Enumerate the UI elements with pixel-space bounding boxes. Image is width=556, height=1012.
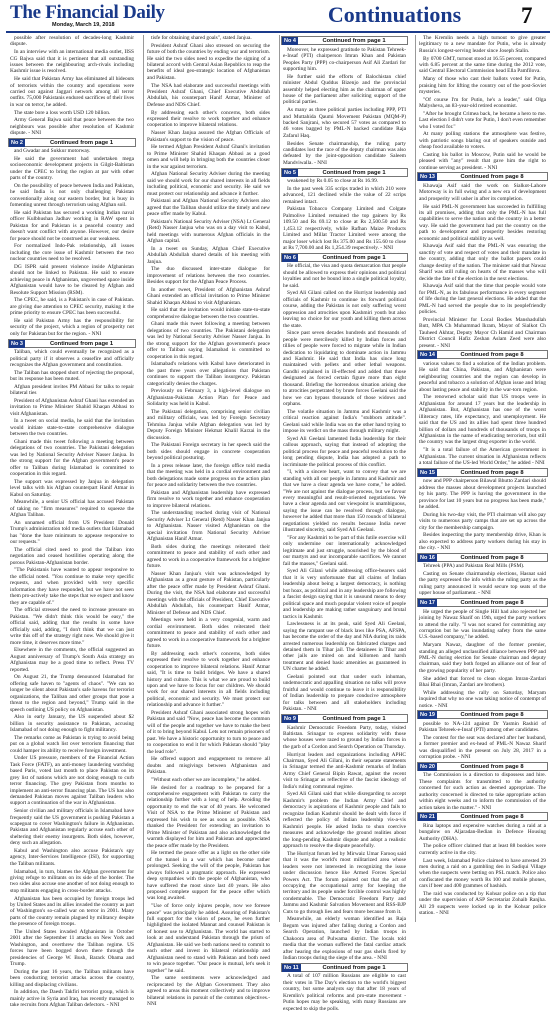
masthead (0, 0, 556, 32)
continuation-title: Continued from page 1 (49, 139, 114, 146)
article-paragraph: Besides inspecting the party membership drive, Khan is also expected to address party workers during his stay in the city. - NNI (419, 532, 546, 552)
article-paragraph: Provincial Minister for Local Bodies Manshadullah Butt, MPA Ch Muhammad Ikram, Mayor of Sialkot Ch Tauheed Akhtar, Deputy Mayor Ch Hamid and Chairman District Council Hafiz Zeshan Aslam Zeed were also present. - NNI (419, 316, 546, 349)
masthead-rule (6, 31, 550, 33)
article-paragraph: He termed Afghan President Ashraf Ghani's invitation to Prime Minister Shahid Khaqan Abbasi as a good omen and will help in bringing both the countries closer in the war against terrorism. (147, 144, 270, 170)
article-paragraph: The Pakistani delegation, comprising senior civilian and military officials, was led by Foreign Secretary Tehmina Janjua while Afghan delegation was led by Deputy Foreign Minister Hekmat Khalil Karzai in the discussion. (147, 408, 270, 441)
issue-date: Monday, March 19, 2018 (52, 22, 115, 28)
article-paragraph: He said that Pakistan Army has eliminated all hideouts of terrorists within the country and operations were carried out against Jaggari network among all terror outfits. 75,000 Pakistanis endured sacrifices of their lives in war on terror, he added. (10, 76, 134, 108)
article-paragraph: Moreover, he expressed gratitude to Pakistan Tehreek-e-Insaf (PTI) chairperson Imran Khan and Pakistan Peoples Party (PPP) co-chairperson Asif Ali Zardari for supporting him. (283, 46, 406, 72)
continuation-number: No 19 (420, 712, 435, 719)
page-number: 7 (521, 3, 533, 28)
continuation-header (281, 253, 408, 262)
article-paragraph: Also in early January, the US suspended about $2 billion in security assistance to Pakistan, accusing Islamabad of not doing enough to fight militancy. (10, 714, 134, 734)
article-paragraph: On the possibility of peace between India and Pakistan, he said India is not only challenging Pakistan conventionally along our eastern border, but is busy in fomenting unrest through terrorism using Afghan soil. (10, 182, 134, 209)
article-paragraph: The Commission is a direction to dispossess and hire. These complaints for transmitted to the authority concerned for such action as deemed appropriate. The authority concerned is directed to take appropriate action within eight weeks and to inform the commission of the action taken in the matter." - NNI (419, 772, 546, 811)
article-paragraph: He said Pakistan has secured a working Indian naval officer Kulbhushan Jadhav working in RAW spent in Pakistan for and Pakistan is a peaceful country and doesn't want conflict with anyone. However, our desire for peace should not be construed as our weakness. (10, 209, 134, 242)
article-paragraph: and Gwadar and Sukkur motorway. (14, 148, 91, 155)
continuation-block (280, 36, 409, 166)
article-paragraph: Many of those who cast their ballots voted for Putin, praising him for lifting the country out of the post-Soviet mysteries. (419, 76, 546, 95)
continuation-block (416, 35, 549, 171)
continuation-header (417, 468, 548, 477)
article-paragraph: At many polling stations the atmosphere was festive, with patriotic songs blaring out of speakers outside and cheap food available to voters. (419, 131, 546, 151)
article-paragraph: The remarks come as Pakistan is trying to avoid being put on a global watch list over terrorism financing that could hamper its ability to receive foreign investment. (10, 734, 134, 754)
continuation-title: Continued from page 1 (322, 169, 386, 176)
article-paragraph: Ghani made this tweet following a meeting between delegations of two countries. The Pakistani delegation was led by National Security Adviser Nasser Janjua. In the strong support for the Afghan government's peace offer to Taliban saying Islamabad is committed to cooperation in this regard. (147, 321, 270, 360)
continuation-title: Continued from page 8 (460, 600, 524, 607)
article-paragraph: By 0700 GMT, turnout stood at 16.55 percent, compared with 6.85 percent at the same time during the 2012 vote, said Central Electoral Commission head Ella Pamfilova. (419, 55, 546, 75)
continuation-number: No 21 (420, 814, 435, 821)
article-paragraph: By addressing each other's concerns, both sides expressed their resolve to work together and enhance cooperation to improve bilateral relations. (147, 109, 270, 129)
article-paragraph: As many as three political parties including PPP, PTI and Muttahida Qaumi Movement Pakistan (MQM-P) backed Sanjrani, who secured 57 votes as compared to 46 votes bagged by PML-N backed candidate Raja Zafarul Haq. (283, 107, 406, 139)
article-paragraph: "Without each other we are incomplete," he added. (151, 776, 261, 783)
article-paragraph: DG ISPR said present violence inside Afghanistan should not be linked to Pakistan. He said to ensure achieving peace in Afghanistan, ungoverned space inside Afghanistan would have to be cleared by Afghan and Resolute Support Mission (RSM). (10, 263, 134, 296)
article-paragraph: Khawaja Asif said the work on Sialkot-Lahore Motorway is in full swing and a new era of development and prosperity will usher in after its completion. (419, 182, 546, 202)
article-paragraph: In another tweet, President of Afghanistan Ashraf Ghani extended an official invitation to Prime Minister Shahid Khaqan Abbasi to visit Afghanistan. (147, 286, 270, 306)
article-paragraph: "Of course I'm for Putin, he's a leader," said Olga Malysheva, an 83-year-old retired economist. (419, 96, 546, 110)
article-paragraph: Kabul and Washington also accuse Pakistan's spy agency, Inter-Services Intelligence (ISI), for supporting the Taliban militants. (10, 848, 134, 867)
article-paragraph: Pakistan Tobacco Company Limited and Colgate Palmolive Limited remained the top gainers by Rs 109.50 and Rs 69.12 to close at Rs 2,500.50 and Rs 1,453.12 respectively, while Rafhan Maize Products Limited and Millat Tractor Limited were among the major loser which lost Rs 375.00 and Rs 155.60 to close at Rs 7,700.00 and Rs 1,254.39 respectively. - NNI (283, 206, 406, 251)
article-paragraph: The renowned scholar said that US troops were in Afghanistan for around 17 years but the leadership in Afghanistan. But, Afghanistan has one of the worst illiteracy rates, life expectancy, and unemployment. He said that the US and its allies had spent three hundred billion of dollars and hundreds of thousands of troops in Afghanistan in the name of eradicating terrorism, but still the country was the largest drug exporter in the world. (419, 394, 546, 446)
continuation-block (280, 168, 409, 252)
article-paragraph: Nasser Khan Janjua assured the Afghan Officials of Pakistan's support to the vision of peace. (147, 130, 270, 143)
continuation-header (281, 168, 408, 177)
article-paragraph: For normalized Indo-Pak relationship, all issues including the core issue of Kashmir between the two nuclear countries need to be resolved. (10, 243, 134, 263)
continuation-number: No 2 (9, 139, 25, 147)
article-paragraph: He further said the efforts of Balochistan chief minister Abdul Quddus Bizenjo and the provincial assembly helped electing him as the chairman of upper house of the parliament after soliciting support of the political parties. (283, 73, 406, 106)
article-paragraph: Geelani pointed out that under such inhuman, undemocratic and appalling situation no talks will prove fruitful and would continue to leave it is responsibility of Indian leadership to prepare conducive atmosphere for talks between and all stakeholders including Pakistan. - NNI (283, 674, 406, 713)
continuation-number: No 13 (420, 174, 435, 181)
article-paragraph: Khawaja Asif said that the PML-N was ensuring the sanctity of vote and respect of votes and their mandate in the country, adding that only the ballot papers could change destiny of the nation. The minister said that Nawaz Sharif was still ruling on hearts of the masses who will decide the fate of the election in the next elections. (419, 243, 546, 282)
article-paragraph: Besides Senate chairmanship, the ruling party candidates lost the race of the deputy chairman was also defeated by the joint-opposition candidate Saleem Mandviwalla. - NNI (283, 140, 406, 166)
continuation-title: Continued from page 1 (322, 715, 386, 722)
continuation-header (281, 963, 408, 972)
article-paragraph: Tehreek (PPA) and Pakistan Real Mills (PSM). (423, 563, 525, 570)
article-paragraph: Since past seven decades hundreds and thousands of people were mercilessly killed by Indian forces and tillies of people were forced to migrate while in Indian dedication to liquidating to dominate action in Jammu and Kashmir. He said that India has since long maintained with pellets and other lethal weapons. Gandhi explained in ill-effected and added that those designated as forced certain figure more than eight thousand. Briefing the horrendous situation arising due to atrocities perpetrated by brute forces Geelani said the how we can bypass thousands of those widows and orphans. (283, 330, 406, 408)
article-paragraph: possible after resolution of decades-long Kashmir dispute. (10, 35, 134, 48)
article-paragraph: In a press release later, the foreign office told media that the meeting was held in a cordial environment and both delegations made some progress on the action plan for peace and solidarity between the two countries. (147, 462, 270, 489)
continuation-block (416, 172, 549, 349)
continuation-header (417, 598, 548, 607)
continuation-block (416, 762, 549, 811)
article-paragraph: Casting his ballot in Moscow, Putin said he would be pleased with "any" result that gave him the right to continue serving as president. - NNI (419, 151, 546, 171)
article-paragraph: In a tweet on social media, he said that the invitation would initiate state-to-state comprehensive dialogue between the two countries. (10, 418, 134, 438)
continuation-block (416, 812, 549, 917)
article-paragraph: During the past 16 years, the Taliban militants have been conducting terrorist attacks across the country, killing and displacing civilians. (10, 968, 134, 988)
article-paragraph: The CPEC, he said, is a Pakistan's in case of Pakistan. are giving due attention to CPEC security, making it the prime priority to ensure CPEC has been successful. (10, 297, 134, 317)
continuation-block (280, 963, 409, 1012)
article-paragraph: Afghan president invites PM Abbasi for talks to repair bilateral ties (10, 383, 134, 397)
article-paragraph: President Ashraf Ghani also stressed on securing the future of both the countries by ending war and terrorism. He said the two sides need to expedite the signing of a bilateral accord with Central Asian Republics to reap the benefits of ideal geo-strategic location of Afghanistan and Pakistan. (147, 42, 270, 81)
article-paragraph: The same sentiments were acknowledged and reciprocated by the Afghan Government. They also agreed to areas this moment collectively and to improve bilateral relations in pursuit of the common objectives.- NNI (147, 975, 270, 1008)
article-paragraph: He offered support and engagement to remove all doubts and misgivings between Afghanistan and Pakistan. (147, 756, 270, 776)
continuation-header (417, 812, 548, 821)
article-paragraph: Ghani made this tweet following a meeting between delegations of two countries. The Pakistani delegation was led by National Security Adviser Nasser Janjua. In the strong support for the Afghan government's peace offer to Taliban during Islamabad is committed to cooperation in this regard. (10, 438, 134, 478)
article-paragraph: She added that forced to clean slogan Imran-Zardari Bhai Bhai (Imran, Zardari are brothers). (419, 675, 546, 688)
article-paragraph: Hurriyat leaders and organizations including APHC Chairman, Syed Ali Gilani, in their separate statements in Srinagar termed the anti-Kashmir remarks of Indian Army Chief General Bipin Rawat, against the recent visit to Srinagar as reflective of the fascist ideology of India's ruling communal regime. (283, 751, 406, 790)
continuation-title: Continued from page 1 (322, 964, 386, 971)
article-paragraph: The Taliban has stopped short of rejecting the proposal, but its response has been muted. (10, 369, 134, 383)
article-paragraph: The volatile situation in Jammu and Kashmir was a critical reaction against India's "stubborn attitude". Geelani said while India was on the other hand trying to impose its verdict on the mass through military might. (283, 408, 406, 435)
article-paragraph: The contest for the seat was declared after her husband, a former premier and ex-head of PML-N Nawaz Sharif was disqualified in the present on July 28, 2017 in a corruption probe. - NNI (419, 734, 546, 761)
continuation-block (416, 598, 549, 709)
column-1 (7, 35, 137, 1009)
article-paragraph: The understanding reached during visit of National Security Adviser Lt General (Retd) Nasser Khan Janjua to Afghanistan. Nasser visited Afghanistan on the special invitation from National Security Adviser Afghanistan Hanif Atmar. (147, 510, 270, 543)
article-paragraph: Army General Bajwa said that peace between the two neighbours was possible after resolution of Kashmir dispute. - NNI (10, 117, 134, 137)
article-paragraph: "I, with a sincere heart, want to convey that we are standing with all our people in Jammu and Kashmir and that we have a clear agenda we have come," he added. "We are not against the dialogue process, but we favour every meaningful and result-oriented negotiations. We have a clear agenda and our viewpoint is unambiguous, saying the issue can be resolved through dialogue, however he added that more than 150 rounds of bilateral negotiations yielded no results because India never illustrated sincerity, said Syed Ali Geelani. (283, 469, 406, 534)
article-paragraph: Islamabad's relations with Kabul have deteriorated in the past three years over allegations that Pakistan continues to support the Taliban insurgency. Pakistan categorically denies the charges. (147, 361, 270, 387)
article-paragraph: Meanwhile, a senior US official has accused Pakistan of taking no "firm measures" required to squeeze the Afghan Taliban. (10, 499, 134, 519)
article-paragraph: Taliban, which could eventually be recognized as a political party if it observes a ceasefire and officially recognizes the Afghan government and constitution. (10, 349, 134, 369)
article-paragraph: Syed Ali Gilani while addressing office-bearers said that it is very unfortunate that all claims of Indian leadership about being a largest democracy, is nothing but hoax, as political and in any leadership are following a fascist design saying that it is unsound means to deny political space and much popular violent voice of people and leadership are making rather sanguinary and brutal tactics in Kashmir. (283, 568, 406, 620)
continuation-block (7, 35, 137, 137)
article-paragraph: Pakistani and Afghan National Security Advisers also agreed that the Taliban should utilize the timely and new peace offer made by Kabul. (147, 198, 270, 218)
continuation-block (7, 339, 137, 1009)
article-paragraph: He said Pakistan Army has the responsibility for security of the project, which a region of prosperity not only for Pakistan but for the region. - NNI (10, 317, 134, 337)
continuation-number: No 15 (420, 469, 435, 476)
continuation-number: No 9 (282, 715, 298, 723)
article-paragraph: "After he brought Crimea back, he became a hero to me. Last election I didn't vote for Putin, I don't even remember who I voted for." (419, 110, 546, 130)
article-paragraph: Syed Ali Gilani called on the Hurriyat leadership and officials of Kashmir to continue its forward political course, adding the Pakistan is not only suffering worst oppression and atrocities upon Kashmiri youth but also leaving no choice for our youth and killing them across the state. (283, 290, 406, 329)
article-paragraph: Meetings were held in a very congenial, warm and cordial environment. Both sides reiterated their commitment to peace and stability of each other and agreed to work in a cooperative framework for a brighter future. (147, 617, 270, 650)
article-paragraph: He termed the peace offer as a light on the other side of the tunnel in a war which has become rather prolonged. Seeking the will of the people, Pakistan has always followed a pragmatic approach. He expressed deep sympathies with the people of Afghanistan, who have suffered the most since last 40 years. He also proposed complete support for the peace offer which was long awaited. (147, 850, 270, 902)
article-paragraph: In the past week 335 scrips traded in which 210 were advanced, 121 declined while the value of 22 scrips remained intact. (283, 185, 406, 205)
article-paragraph: Afghan National Security Adviser during the meeting said we should work for our shared interests in all fields including political, economic and security. He said we must protect our relationship and advance it further. (147, 171, 270, 197)
continuation-header (281, 714, 408, 723)
article-paragraph: weakened by Rs 0.05 to close at Rs 16.99. (287, 178, 379, 185)
continuation-header (417, 710, 548, 719)
continuation-title: Continued from page 1 (49, 340, 114, 347)
article-paragraph: In an interview with an international media outlet, IISS CG Bajwa said that it is pertinent that all outstanding issues between the neighbouring arch-rivals including Kashmir issue is resolved. (10, 49, 134, 75)
article-paragraph: While addressing the rally on Saturday, Maryam inquired that why no one was taking notice of contempt of notice. - NNI (419, 689, 546, 709)
article-paragraph: He said PML-N government has succeeded in fulfilling its all promises, adding that only the PML-N has full capabilities to serve the nation and the country in a better way. He said the government had put the country on the path to development and prosperity besides restoring economic and political stability as well. (419, 203, 546, 242)
continuation-block (144, 35, 273, 1008)
article-paragraph: Pakistan and Afghanistan leadership have expressed firm resolve to work together and enhance cooperation to improve bilateral relations. (147, 489, 270, 509)
article-paragraph: By addressing each other's concerns, both sides expressed their resolve to work together and enhance cooperation to improve bilateral relations. Hanif Atmar said, "It is time to build bridges. We have a shared history and culture. This is what we are proud to build upon and we have to focus for our children. We should work for our shared interests in all fields including political, economic and security. We must protect our relationship and advance it further." (147, 650, 270, 709)
article-paragraph: Last week, Islamabad Police claimed to have arrested 29 men during a raid on a gambling den in Sadiqui Village when the suspects were betting on PSL match. Police also confiscated the money worth Rs 100 and mobile phones, cars if beer and 400 grammes of hashish. (419, 857, 546, 890)
article-paragraph: The official stressed the need to increase pressure on Pakistan. "We didn't think this would be easy," the official said, adding that the results in some have officially said, adding, "I don't think that we can just write this off of the strategy right now. We should give it more time, it deserves more time." (10, 607, 134, 646)
article-paragraph: The police officer claimed that at least 88 bookies were currently active in the city. (419, 843, 546, 856)
continuation-header (417, 350, 548, 359)
column-3 (279, 35, 409, 1012)
continuation-title: Continued from page 8 (460, 814, 524, 821)
continuation-header (8, 339, 136, 348)
article-paragraph: The raid was conducted by Kohsar police on a tip that under the supervision of ASP Secretariat Zohaib Ranjha. All 29 suspects were locked up in the Kohsar police station. - NNI (419, 891, 546, 917)
article-paragraph: Casting on Senate chairmanship elections, Hasnat said the party expressed the info within the ruling party as the ruling party announced it would secure top seats of the upper house of parliament. - NNI (419, 571, 546, 597)
article-paragraph: possible to NA-124 against Dr Yasmin Rashid of Pakistan Tehreek-e-Insaf (PTI) among other candidates. (419, 720, 546, 734)
continuation-title: Continued from page 8 (460, 174, 524, 181)
article-paragraph: The Pakistani Foreign secretary in her speech said the both sides should engage in concrete cooperation beyond political posturing. (147, 442, 270, 462)
continuation-block (416, 710, 549, 761)
article-paragraph: He desired for a roadmap to be prepared for a comprehensive engagement with Pakistan to carry the relationship further with a long of help. Avoiding the opportunity to end the war of 40 years. He welcomed Visit of NSA to the Prime Minister of Pakistan and expressed his wish to see as soon as possible. NSA thanked the President for extending an invitation to Prime Minister of Pakistan and also acknowledged the warmth displayed for him and Pakistan and appreciated the peace offer made by the President. (147, 784, 270, 849)
article-paragraph: Khawaja Asif said that the time that people would vote for PML-N, as its fabulous performance in every segment of life during the last general elections. He added that the PML-N had served the people due to its peoplefriendly policies. (419, 283, 546, 316)
article-paragraph: The Kremlin needs a high turnout to give greater legitimacy to a new mandate for Putin, who is already Russia's longest-serving leader since Joseph Stalin. (419, 35, 546, 54)
article-paragraph: The official cited need to prod the Taliban into negotiation and ceased hostilities operating along the porous Pakistan-Afghanistan border. (10, 546, 134, 566)
article-paragraph: The Hurriyat forum led by Mirwaiz Umar Farooq said that it was the world's most militarized area whose leaders were not interested in recognizing the issue under discussion hence like Armed Forces Special Powers Act. The forum pointed out that the act of occupying the occupational army for keeping the territory and its people under forcible control was highly condemnable. The Democratic Freedom Party and Jammu and Kashmir Salvation Movement and RSS-BJP Cuts to go through lies and fears more because from it. (283, 850, 406, 915)
article-paragraph: On August 21, the Trump denounced Islamabad for offering safe haven to "agents of chaos". "We can no longer be silent about Pakistan's safe havens for terrorist organizations, the Taliban and other groups that pose a threat to the region and beyond," Trump said in the speech outlining US policy on Afghanistan. (10, 674, 134, 713)
continuation-number: No 5 (282, 169, 298, 177)
article-paragraph: Afghanistan has been occupied by foreign troops led by United States and its allies invaded the country as part of Washington's so-called war on terror in 2001. Many parts of the country remain plagued by militancy despite the presence of foreign troops. (10, 895, 134, 928)
article-paragraph: Elsewhere in the comments, the official suggested an August anniversary of Trump's South Asia strategy on Afghanistan may be a good time to reflect. Press TV reported. (10, 647, 134, 673)
continuation-block (280, 253, 409, 713)
article-paragraph: now and PPP chairperson Bilawal Bhutto Zardari should address the masses about development projects launched by his party. The PPP is having the government in the province for last 10 years but no progress has been made," he added. (419, 478, 546, 511)
article-paragraph: Lawlessness is at its peak, said Syed Ali Geelani, saying the rampant use of black laws like PSA, AFSPA, has become the order of the day and NIA during its raids arrested numerous leadership on fabricated charges and detained them in Tihar jail. The detainees in Tihar and other jails are mired on and killomen and harsh treatment and denied basic amenities as guaranteed in UN charter he added. (283, 621, 406, 673)
continuation-title: Continued from page 8 (460, 712, 524, 719)
continuation-title: Continued from page 8 (460, 469, 524, 476)
article-paragraph: The United States invaded Afghanistan in October 2001 after the September 11 attacks on New York and Washington, and overthrew the Taliban regime. US forces have been bogged down there through the presidencies of George W. Bush, Barack Obama and Trump. (10, 929, 134, 968)
continuation-block (416, 468, 549, 552)
article-paragraph: In addition, the Daesh Takfiri terrorist group, which is mainly active in Syria and Iraq, has recently managed to take recruits from Afghan Taliban defectors. - NNI (10, 989, 134, 1009)
article-paragraph: Previously on February 3, a high-level dialogue on Afghanistan-Pakistan Action Plan for Peace and Solidarity was held in Kabul. (147, 388, 270, 408)
continuation-header (281, 36, 408, 45)
continuation-title: Continued from page 1 (322, 254, 386, 261)
article-paragraph: An unnamed official from US President Donald Trump's administration told media outlets that Islamabad has "done the bare minimum to appease responsive to our requests." (10, 519, 134, 546)
article-paragraph: Under US pressure, members of the Financial Action Task Force (FATF), an anti-money laundering watchdog based Paris, voted last month to place Pakistan on its grey list of nations which are not doing enough to curb terror financing. The grey Pakistan from months to implement an anti-terror financing plan. The US has also demanded Pakistan moves against Taliban leaders who support a continuation of the war in Afghanistan. (10, 755, 134, 807)
article-paragraph: He said that the invitation would initiate state-to-state comprehensive dialogue between the two countries. (147, 307, 270, 320)
continuation-title: Continued from page 1 (322, 38, 386, 44)
continuation-header (8, 138, 136, 147)
continuation-title: Continued from page 8 (460, 554, 524, 561)
article-paragraph: He said the government had undertaken mega socioeconomic development projects in Gilgit-Baltistan under the CPEC to bring the region at par with other parts of the country. (10, 155, 134, 182)
article-paragraph: various values to find a solution of the Indian problem. He said that China, Pakistan, and Afghanistan were neighbouring countries and the region can develop in peaceful and tobacco a solution of Afghan issue and bring about lasting peace and stability in the war-torn region. (419, 360, 546, 393)
article-paragraph: Syed Ali Gilani said that while disregarding to accept Kashmir's problem the Indian Army Chief and democracy is aspirations of Kashmir people and fails to recognize Indian Kashmir should be dealt with force if reflected the policy of Indian leadership vis-a-vis Kashmiri people. He asked India to shun coercive measures and acknowledge the ground realities about the long-pending Kashmir dispute and adopt a realistic approach to resolve the dispute peacefully. (283, 791, 406, 850)
continuation-number: No 6 (282, 254, 298, 262)
article-columns (7, 35, 549, 1012)
article-paragraph: tisfe for obtaining shared goals", stated Janjua. (151, 35, 252, 41)
article-paragraph: Rina laptops and expensive watches during a raid at a bungalow on Aljaradan-Bedian in Defence Housing Authority (DHA). (419, 822, 546, 842)
article-paragraph: Nasser Khan Janjua's visit was acknowledged by Afghanistan as a great gesture of Pakistan, particularly after the peace offer made by President Ashraf Ghani. During the visit, the NSA had elaborate and successful meetings with the officials of President, Chief Executive Abdullah Abdullah, his counterpart Hanif Atmar, Minister of Defense and NDS Chief. (147, 570, 270, 616)
article-paragraph: The duo discussed inter-state dialogue for improvement of relations between the two countries. Besides support for the Afghan Peace Process. (147, 266, 270, 286)
continuation-block (416, 553, 549, 597)
article-paragraph: "It is a total failure of the American government in Afghanistan. The current situation in Afghanistan reflects a total failure of the US-led World Order," he added - NNI (419, 447, 546, 466)
article-paragraph: In a tweet on Sunday, Afghan Chief Executive Abdullah Abdullah shared details of his meeting with Janjua. (147, 245, 270, 265)
article-paragraph: Senior civilian and military officials in Islamabad have frequently said the US government is pushing Pakistan a scapegoat to cover Washington's failure in Afghanistan. Pakistan and Afghanistan regularly accuse each other of sheltering their enemy insurgents. Both sides, however, deny such an allegation. (10, 808, 134, 847)
article-paragraph: Both sides during the meetings reiterated their commitment to peace and stability of each other and agreed to work in a cooperative framework for a brighter future. (147, 543, 270, 570)
continuation-number: No 14 (420, 352, 435, 359)
continuation-number: No 11 (284, 964, 299, 971)
article-paragraph: A total of 107 million Russians are eligible to cast their votes in The Day's election to the world's biggest country, but some analysts say that after 18 years of Kremlin's political reforms and pro-state movement - Putin hopes may be speaking, with many Russians are expected to skip the polls. (283, 973, 406, 1012)
article-paragraph: Syed Ali Geelani lamented India leadership for their callous approach, saying that instead of adopting the political process for peace and peaceful resolution to the long pending dispute, India has adopted a path to incriminate the political process of this conflict. (283, 435, 406, 468)
continuation-number: No 20 (420, 763, 435, 770)
newspaper-logo: The Financial Daily (10, 2, 165, 23)
column-2 (143, 35, 273, 1008)
continuation-header (417, 553, 548, 562)
continuation-title: Continued from page 8 (460, 352, 524, 359)
continuation-block (416, 350, 549, 466)
continuation-number: No 16 (420, 554, 435, 561)
article-paragraph: The support was expressed by Janjua in delegation level talks with his Afghan counterpart Hanif Atmar in Kabul on Saturday. (10, 478, 134, 498)
article-paragraph: Kashmir Democratic Freedom Party, today, visited Baltistan. Srinagar to express solidarity with those whose houses were razed to ground by Indian forces in the garb of a Cordon and Search Operation on Thursday. (283, 724, 406, 750)
continuation-header (417, 762, 548, 771)
article-paragraph: He urged the people of Single Hill had also rejected her joining by Nawaz Sharif on 19th, urged the party workers to attend the rally. "I was not scared for committing any corruption but he was inundating safety from the same U.S.-based company," he added. (419, 608, 546, 641)
article-paragraph: Maryam Nawaz, daughter of the former premier, standing an alleged unclassified alliance between PPP and PML-N during election for Senate chairman and deputy chairman, said they both forged an alliance out of fear of the growing popularity of her party. (419, 642, 546, 674)
article-paragraph: "Use of force only injures people, now we foresee peace" was principally he added. Assuring of Pakistan's full support for the vision of peace, he even further highlighted the isolated Mannat and counsel Pakistan is of honest use to Afghanistan. The world has started to look at and understand Pakistan through the prism of Afghanistan. He said we both nations need to commit to each other and invest in bilateral relationship and Afghanistan need to stand with Pakistan and both need to win peace together. "Our peace is mutual, let's seek it together" he said. (147, 903, 270, 974)
article-paragraph: President of Afghanistan Ashraf Ghani has extended an invitation to Prime Minister Shahid Khaqan Abbasi to visit Afghanistan. (10, 397, 134, 417)
column-4 (415, 35, 549, 922)
article-paragraph: "The Pakistanis have wanted to appear responsive to the official noted. "You continue to make very specific requests, and when provided with very specific information they have responded, but we have not seen them pro-actively take the steps that we expect and know they are capable of." (10, 567, 134, 606)
continuation-block (280, 714, 409, 962)
article-paragraph: Meanwhile, an elderly woman identified as Raja Begum was injured after falling during a Cordon and Search Operation, launched by Indian troops in Chakoora area of Pulwama district. The locals told media that the woman suffered the fatal cardiac attack after hearing the explosions of tear gas shells fired by Indian troops during the siege of the area. - NNI (283, 916, 406, 962)
article-paragraph: "For any Kashmiri to be part of this futile exercise will only undermine our internationally acknowledged legitimate and just struggle, nourished by the blood of our martyrs and our incomparable sacrifices. We cannot fail the masses," Geelani said. (283, 534, 406, 567)
article-paragraph: The state bore a loss worth USD 120 billion. (14, 109, 111, 116)
section-title: Continuations (327, 2, 462, 27)
article-paragraph: President Ashraf Ghani associated strong hopes with Pakistan and said "Now, peace has become the common will of the people and together we have to make the best of it to bring beyond Kabul. Lets not remain prisoners of past. We have a historic opportunity to turn to peace and to cooperation to end it for which Pakistan should "play the lead role". (147, 710, 270, 755)
continuation-number: No 17 (420, 600, 435, 607)
continuation-block (7, 138, 137, 338)
continuation-title: Continued from page 8 (460, 763, 524, 770)
continuation-header (417, 172, 548, 181)
article-paragraph: Pakistan's National Security Adviser (NSA) Lt General (Retd) Nasser Janjua who was on a day visit to Kabul, held meetings with numerous Afghan officials in the Afghan capital. (147, 218, 270, 245)
article-paragraph: During his two-day visit, the PTI chairman will also pay visits to numerous party camps that are set up across the city for the membership campaign. (419, 511, 546, 531)
article-paragraph: He official, the visa and quota demarcation that people should be allowed to express their opinions and political loyalties and not be bound into a single political loyalty, he said. (283, 263, 406, 289)
continuation-number: No 3 (9, 340, 25, 348)
article-paragraph: The NSA had elaborate and successful meetings with President Ashraf Ghani, Chief Executive Abdullah Abdullah, his counterpart Hanif Atmar, Minister of Defense and NDS Chief. (147, 82, 270, 108)
article-paragraph: Islamabad, in turn, blames the Afghan government for giving refuge to militants on its side of the border. The two sides also accuse one another of not doing enough to stop militants engaging in cross-border attacks. (10, 868, 134, 894)
continuation-number: No 4 (282, 37, 298, 45)
